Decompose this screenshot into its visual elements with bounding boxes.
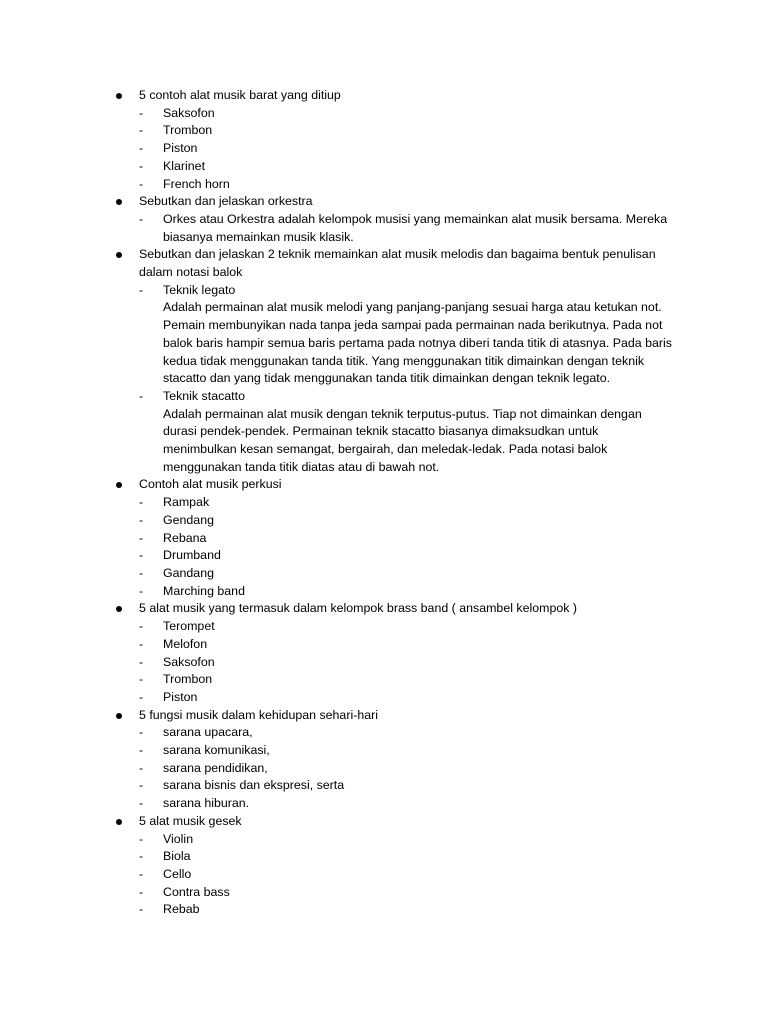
- dash-icon: -: [139, 689, 144, 704]
- dash-icon: -: [139, 619, 144, 634]
- list-item: - Terompet: [0, 618, 768, 636]
- list-item-legato: [0, 282, 768, 388]
- list-item: - Cello: [0, 866, 768, 884]
- dash-icon: -: [139, 743, 144, 758]
- bullet-icon: [116, 606, 122, 612]
- dash-icon: -: [139, 530, 144, 545]
- section-string-instruments: [0, 813, 768, 919]
- dash-icon: -: [139, 884, 144, 899]
- list-item: - Gandang: [0, 565, 768, 583]
- section-title: Sebutkan dan jelaskan 2 teknik memainkan alat musik melodis dan bagaima bentuk penulisan dalam notasi balok: [0, 246, 768, 281]
- dash-icon: -: [139, 282, 144, 297]
- dash-icon: -: [139, 796, 144, 811]
- dash-icon: -: [139, 760, 144, 775]
- dash-icon: -: [139, 672, 144, 687]
- section-title: 5 alat musik yang termasuk dalam kelompok brass band ( ansambel kelompok ): [0, 600, 768, 618]
- section-title: Sebutkan dan jelaskan orkestra: [0, 193, 768, 211]
- list-item: - sarana pendidikan,: [0, 760, 768, 778]
- section-brass-band: [0, 600, 768, 706]
- list-item: - Rebab: [0, 901, 768, 919]
- dash-icon: -: [139, 548, 144, 563]
- dash-icon: -: [139, 831, 144, 846]
- section-percussion: [0, 476, 768, 600]
- list-item: - Trombon: [0, 122, 768, 140]
- bullet-icon: [116, 713, 122, 719]
- list-item: - Rebana: [0, 530, 768, 548]
- list-item: - Biola: [0, 848, 768, 866]
- list-item: - Violin: [0, 831, 768, 849]
- list-item: - sarana komunikasi,: [0, 742, 768, 760]
- section-title: 5 alat musik gesek: [0, 813, 768, 831]
- technique-label: Teknik legato: [163, 282, 236, 297]
- list-item: - Melofon: [0, 636, 768, 654]
- list-item: - Saksofon: [0, 654, 768, 672]
- list-item: - sarana hiburan.: [0, 795, 768, 813]
- list-item: - Contra bass: [0, 884, 768, 902]
- list-item: - Trombon: [0, 671, 768, 689]
- list-item: - Piston: [0, 140, 768, 158]
- list-item: - Piston: [0, 689, 768, 707]
- list-item: - Marching band: [0, 583, 768, 601]
- dash-icon: -: [139, 512, 144, 527]
- bullet-icon: [116, 819, 122, 825]
- section-orchestra: [0, 193, 768, 246]
- bullet-icon: [116, 93, 122, 99]
- list-item: - Orkes atau Orkestra adalah kelompok musisi yang memainkan alat musik bersama. Mereka biasanya memainkan musik klasik.: [139, 211, 668, 244]
- section-music-functions: [0, 707, 768, 813]
- section-title: 5 contoh alat musik barat yang ditiup: [0, 87, 768, 105]
- dash-icon: -: [139, 583, 144, 598]
- bullet-icon: [116, 252, 122, 258]
- dash-icon: -: [139, 849, 144, 864]
- dash-icon: -: [139, 176, 144, 191]
- technique-description: Adalah permainan alat musik dengan teknik terputus-putus. Tiap not dimainkan dengan durasi pendek-pendek. Permainan teknik stacatto biasanya dimaksudkan untuk menimbulkan kesan semangat, bergairah, dan meledak-ledak. Pada notasi balok menggunakan tanda titik diatas atau di bawah not.: [163, 406, 642, 474]
- dash-icon: -: [139, 636, 144, 651]
- section-title: Contoh alat musik perkusi: [0, 476, 768, 494]
- list-item: - sarana upacara,: [0, 724, 768, 742]
- list-item: - Rampak: [0, 494, 768, 512]
- dash-icon: -: [139, 158, 144, 173]
- dash-icon: -: [139, 902, 144, 917]
- dash-icon: -: [139, 866, 144, 881]
- list-item: - Klarinet: [0, 158, 768, 176]
- section-melodic-techniques: [0, 246, 768, 476]
- dash-icon: -: [139, 105, 144, 120]
- dash-icon: -: [139, 495, 144, 510]
- section-title: 5 fungsi musik dalam kehidupan sehari-hari: [0, 707, 768, 725]
- list-item: - Saksofon: [0, 105, 768, 123]
- bullet-icon: [116, 482, 122, 488]
- list-item: - French horn: [0, 176, 768, 194]
- list-item: - sarana bisnis dan ekspresi, serta: [0, 777, 768, 795]
- list-item: - Gendang: [0, 512, 768, 530]
- dash-icon: -: [139, 211, 144, 226]
- list-item: - Drumband: [0, 547, 768, 565]
- technique-label: Teknik stacatto: [163, 388, 245, 403]
- dash-icon: -: [139, 778, 144, 793]
- technique-description: Adalah permainan alat musik melodi yang panjang-panjang sesuai harga atau ketukan not. Pemain membunyikan nada tanpa jeda sampai pada permainan nada berikutnya. Pada not balok baris hampir semua baris pertama pada notnya diberi tanda titik di atasnya. Pada baris kedua tidak menggunakan tanda titik. Yang menggunakan titik dimainkan dengan teknik stacatto dan yang tidak menggunakan tanda titik dimainkan dengan teknik legato.: [163, 300, 672, 386]
- dash-icon: -: [139, 141, 144, 156]
- section-wind-instruments: [0, 87, 768, 193]
- list-item-stacatto: [0, 388, 768, 477]
- dash-icon: -: [139, 565, 144, 580]
- dash-icon: -: [139, 123, 144, 138]
- dash-icon: -: [139, 654, 144, 669]
- bullet-icon: [116, 199, 122, 205]
- document-page: [0, 87, 768, 919]
- dash-icon: -: [139, 725, 144, 740]
- dash-icon: -: [139, 388, 144, 403]
